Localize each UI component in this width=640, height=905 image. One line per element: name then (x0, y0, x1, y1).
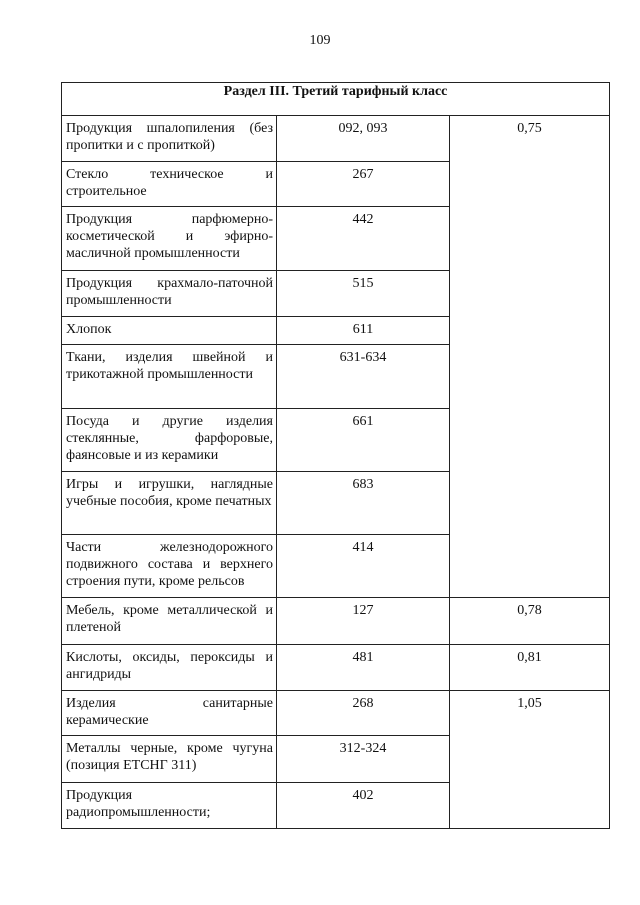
section-title: Раздел III. Третий тарифный класс (62, 83, 610, 116)
etsng-code: 312-324 (277, 736, 450, 783)
tariff-rate: 0,81 (450, 645, 610, 691)
page-number: 109 (309, 33, 331, 48)
tariff-rate: 0,75 (450, 116, 610, 598)
product-name: Игры и игрушки, наглядные учебные пособия, кроме печатных (62, 472, 277, 535)
etsng-code: 481 (277, 645, 450, 691)
product-name: Металлы черные, кроме чугуна (позиция ЕТСНГ 311) (62, 736, 277, 783)
product-name: Кислоты, оксиды, пероксиды и ангидриды (62, 645, 277, 691)
etsng-code: 267 (277, 162, 450, 207)
product-name: Продукция радиопромышленности; (62, 783, 277, 829)
section-header-row (62, 83, 610, 116)
etsng-code: 414 (277, 535, 450, 598)
product-name: Изделия санитарные керамические (62, 691, 277, 736)
product-name: Стекло техническое и строительное (62, 162, 277, 207)
product-name: Мебель, кроме металлической и плетеной (62, 598, 277, 645)
table-row (62, 691, 610, 736)
product-name: Хлопок (62, 317, 277, 345)
table-row (62, 645, 610, 691)
product-name: Продукция шпалопиления (без пропитки и с пропиткой) (62, 116, 277, 162)
etsng-code: 683 (277, 472, 450, 535)
tariff-table (61, 82, 610, 829)
etsng-code: 515 (277, 271, 450, 317)
product-name: Ткани, изделия швейной и трикотажной промышленности (62, 345, 277, 409)
product-name: Продукция парфюмерно-косметической и эфирно-масличной промышленности (62, 207, 277, 271)
product-name: Части железнодорожного подвижного состава и верхнего строения пути, кроме рельсов (62, 535, 277, 598)
tariff-rate: 0,78 (450, 598, 610, 645)
etsng-code: 442 (277, 207, 450, 271)
etsng-code: 631-634 (277, 345, 450, 409)
tariff-rate: 1,05 (450, 691, 610, 829)
product-name: Продукция крахмало-паточной промышленности (62, 271, 277, 317)
table-row (62, 598, 610, 645)
etsng-code: 402 (277, 783, 450, 829)
etsng-code: 661 (277, 409, 450, 472)
table-row (62, 116, 610, 162)
etsng-code: 127 (277, 598, 450, 645)
product-name: Посуда и другие изделия стеклянные, фарфоровые, фаянсовые и из керамики (62, 409, 277, 472)
etsng-code: 611 (277, 317, 450, 345)
etsng-code: 092, 093 (277, 116, 450, 162)
etsng-code: 268 (277, 691, 450, 736)
